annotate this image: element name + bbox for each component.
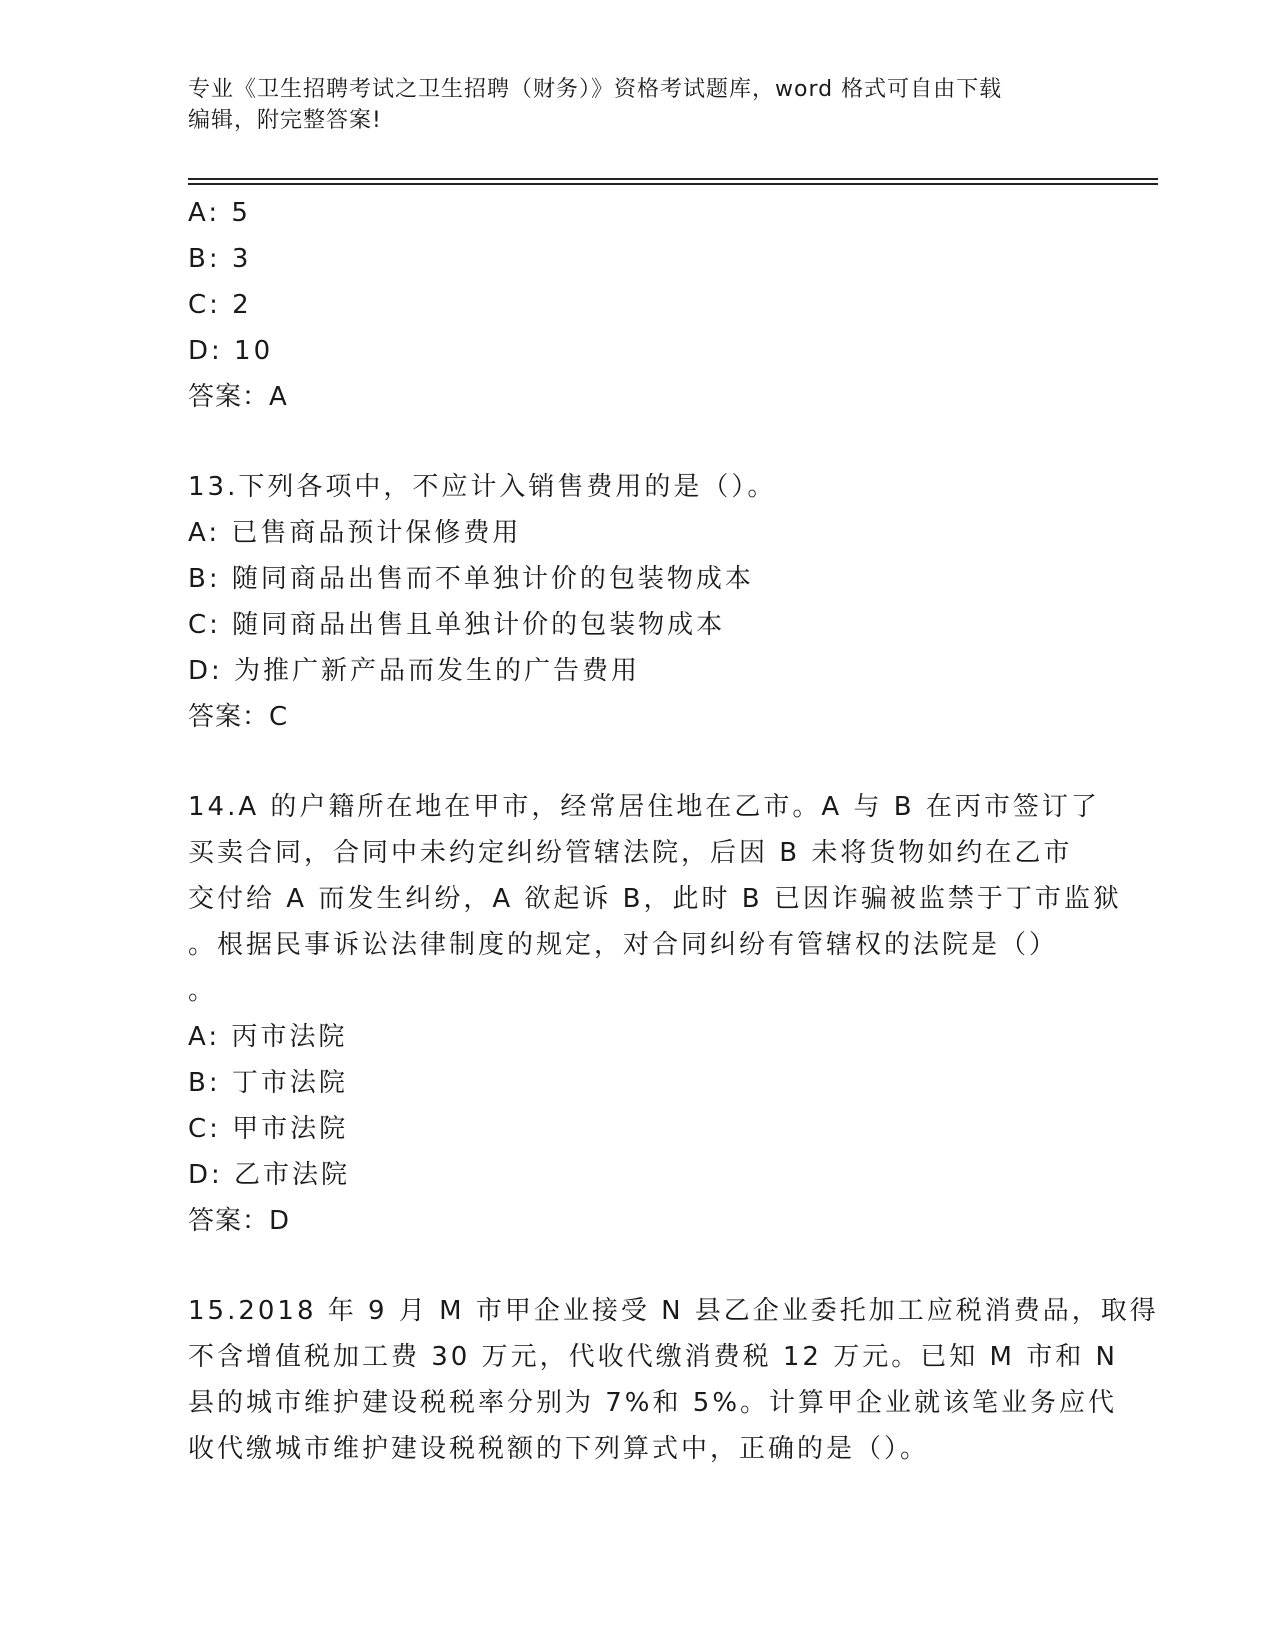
question-stem-line: 县的城市维护建设税税率分别为 7%和 5%。计算甲企业就该笔业务应代 [188,1388,1118,1418]
option-b: B: 丁市法院 [188,1068,348,1098]
answer: 答案：C [188,702,289,732]
question-stem: 13.下列各项中，不应计入销售费用的是（）。 [188,472,777,502]
question-15 [188,1288,1159,1472]
header-divider-top [188,178,1158,180]
question-stem-line: 买卖合同，合同中未约定纠纷管辖法院，后因 B 未将货物如约在乙市 [188,838,1073,868]
option-b: B: 随同商品出售而不单独计价的包装物成本 [188,564,754,594]
header-divider-bottom [188,183,1158,185]
header-line-1: 专业《卫生招聘考试之卫生招聘（财务）》资格考试题库，word 格式可自由下载 [188,77,1003,102]
question-content [188,190,1159,1472]
option-d: D: 为推广新产品而发生的广告费用 [188,656,641,686]
question-14 [188,784,1122,1244]
question-stem-line: 14.A 的户籍所在地在甲市，经常居住地在乙市。A 与 B 在丙市签订了 [188,792,1100,822]
question-stem-line: 。 [188,976,218,1006]
answer: 答案：A [188,382,288,412]
document-header [188,74,1088,136]
question-12 [188,190,1088,420]
option-c: C: 2 [188,290,252,320]
header-line-2: 编辑，附完整答案! [188,108,382,133]
question-stem-line: 不含增值税加工费 30 万元，代收代缴消费税 12 万元。已知 M 市和 N [188,1342,1118,1372]
option-d: D: 乙市法院 [188,1160,351,1190]
answer: 答案：D [188,1206,291,1236]
question-stem-line: 15.2018 年 9 月 M 市甲企业接受 N 县乙企业委托加工应税消费品，取得 [188,1296,1159,1326]
question-stem-line: 交付给 A 而发生纠纷，A 欲起诉 B，此时 B 已因诈骗被监禁于丁市监狱 [188,884,1122,914]
option-a: A: 已售商品预计保修费用 [188,518,522,548]
question-13 [188,464,1088,740]
option-c: C: 随同商品出售且单独计价的包装物成本 [188,610,726,640]
question-stem-line: 收代缴城市维护建设税税额的下列算式中，正确的是（）。 [188,1434,930,1464]
option-a: A: 5 [188,198,251,228]
option-b: B: 3 [188,244,252,274]
option-d: D: 10 [188,336,274,366]
question-stem-line: 。根据民事诉讼法律制度的规定，对合同纠纷有管辖权的法院是（） [188,930,1059,960]
option-c: C: 甲市法院 [188,1114,349,1144]
option-a: A: 丙市法院 [188,1022,348,1052]
